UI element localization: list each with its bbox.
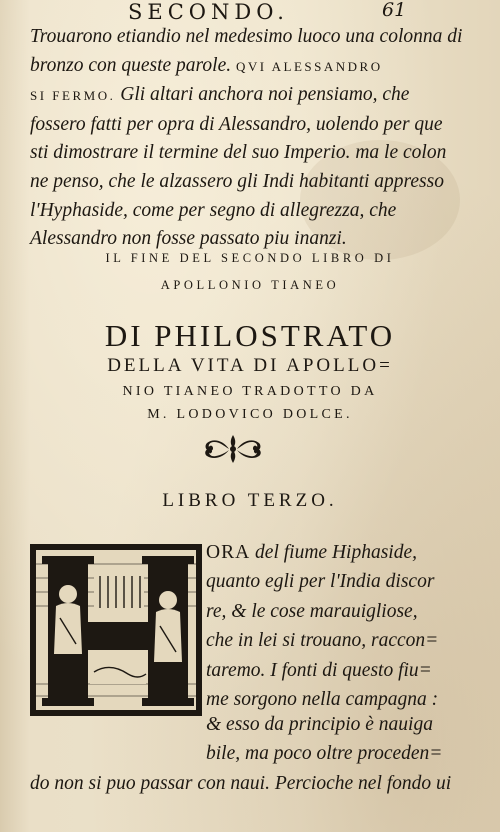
text-line [30, 739, 443, 768]
text-line [30, 23, 463, 52]
line-text: ne penso, che le alzassero gli Indi habitanti appresso [30, 170, 444, 192]
line-text: & esso da principio è nauiga [206, 714, 433, 735]
page-number: 61 [382, 0, 407, 21]
chapter-text-full-width [30, 710, 452, 798]
top-paragraph [30, 23, 463, 254]
line-text: l'Hyphaside, come per segno di allegrezza, che [30, 199, 397, 221]
book-title: LIBRO TERZO. [162, 490, 338, 511]
line-text: sti dimostrare il termine del suo Imperio. ma le colon [30, 142, 447, 164]
line-text: quanto egli per l'India discor [206, 571, 435, 593]
work-subtitle: NIO TIANEO TRADOTTO DA [122, 384, 378, 399]
colophon-line: APOLLONIO TIANEO [160, 278, 340, 292]
text-line [206, 597, 442, 626]
line-text: me sorgono nella campagna : [206, 689, 439, 711]
text-line [30, 52, 440, 82]
fleuron-ornament-icon [201, 432, 265, 466]
text-line [30, 197, 440, 226]
small-caps-text: SI FERMO. [30, 88, 116, 104]
lead-word: ORA [206, 542, 251, 563]
line-text: re, & le cose marauigliose, [206, 600, 418, 622]
line-text: Alessandro non fosse passato piu inanzi. [30, 228, 347, 250]
text-line [30, 769, 452, 798]
text-line [206, 538, 442, 567]
running-head: SECONDO. [128, 0, 289, 24]
line-text: Trouarono etiandio nel medesimo luoco una colonna di [30, 26, 463, 47]
text-line [30, 168, 444, 197]
chapter-text-beside-initial [206, 538, 442, 714]
text-line [206, 626, 442, 655]
work-subtitle: DELLA VITA DI APOLLO= [107, 355, 393, 376]
text-line [30, 710, 440, 739]
text-line [30, 81, 440, 111]
line-text: che in lei si trouano, raccon= [206, 630, 439, 652]
line-text: do non si puo passar con naui. Percioche nel fondo ui [30, 772, 452, 794]
line-text: fossero fatti per opra di Alessandro, uolendo per que [30, 113, 443, 135]
line-text: Gli altari anchora noi pensiamo, che [115, 84, 410, 106]
text-line [30, 111, 443, 140]
text-line [206, 656, 442, 685]
small-caps-text: QVI ALESSANDRO [236, 58, 383, 74]
translator-line: M. LODOVICO DOLCE. [147, 407, 353, 422]
line-text: taremo. I fonti di questo fiu= [206, 659, 432, 681]
line-text: bile, ma poco oltre proceden= [206, 743, 443, 765]
text-line [206, 567, 442, 596]
work-title: DI PHILOSTRATO [104, 318, 396, 353]
line-text: bronzo con queste parole. [30, 54, 232, 76]
page-header [0, 0, 500, 22]
line-text: del fiume Hiphaside, [250, 542, 417, 563]
historiated-initial-icon [30, 544, 202, 716]
colophon-line: IL FINE DEL SECONDO LIBRO DI [105, 251, 395, 265]
text-line [30, 139, 447, 168]
text-line [30, 225, 440, 254]
